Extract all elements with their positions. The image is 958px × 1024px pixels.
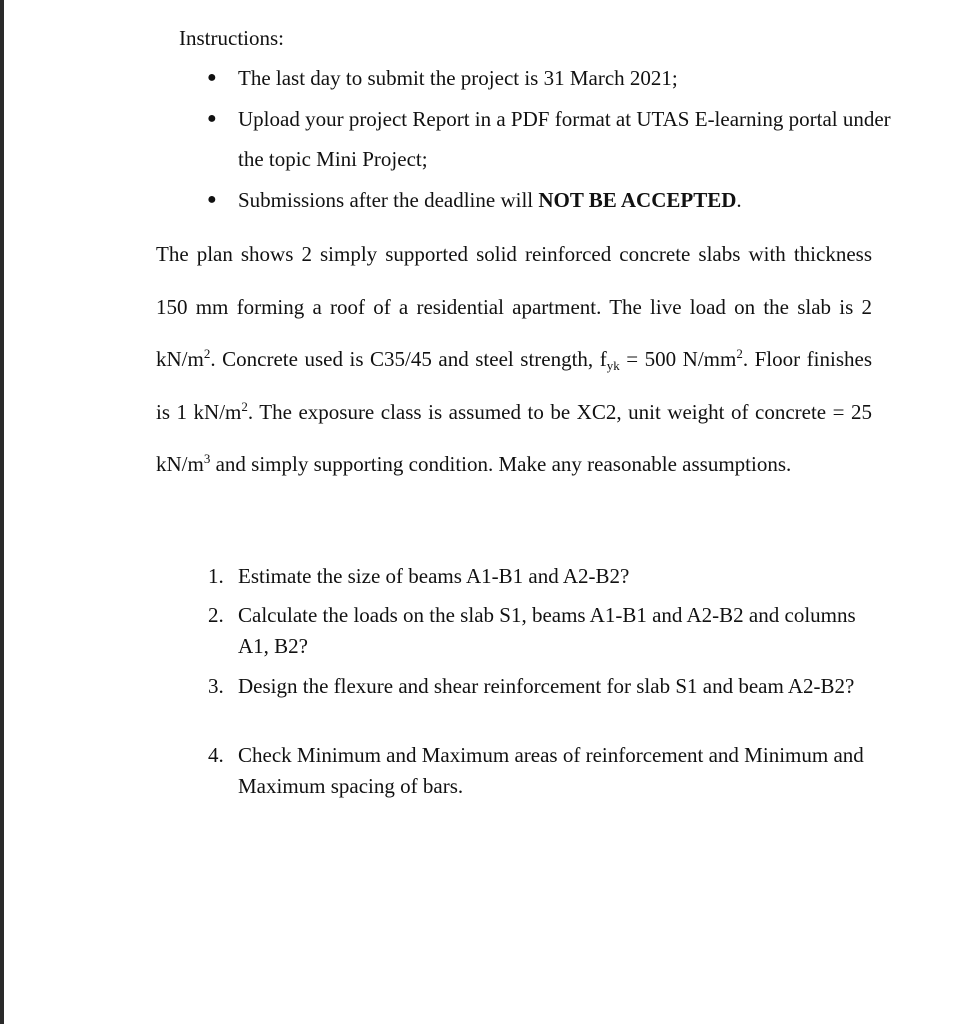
bullet-icon: ● (207, 110, 217, 127)
question-number: 3. (208, 674, 224, 698)
question-number: 4. (208, 743, 224, 767)
question-number: 1. (208, 564, 224, 588)
page-left-border (0, 0, 4, 1024)
bullet-text (238, 180, 898, 220)
question-text: Calculate the loads on the slab S1, beams A1-B1 and A2-B2 and columns A1, B2? (238, 603, 856, 658)
superscript: 2 (241, 398, 248, 414)
superscript: 2 (736, 346, 743, 362)
subscript: yk (606, 358, 620, 374)
question-number: 2. (208, 603, 224, 627)
bullet-text-before: Submissions after the deadline will (238, 188, 539, 212)
superscript: 2 (203, 346, 211, 362)
question-text: Design the flexure and shear reinforcement for slab S1 and beam A2-B2? (238, 674, 855, 698)
problem-paragraph (156, 228, 872, 491)
problem-text-1: The plan shows 2 simply supported solid reinforced concrete slabs with thickness 150 mm forming a roof of a residential apartment. The live load on the slab is 2 kN/m (156, 242, 872, 372)
superscript: 3 (203, 451, 211, 467)
question-text: Check Minimum and Maximum areas of reinforcement and Minimum and Maximum spacing of bars. (238, 743, 864, 798)
bullet-text: Upload your project Report in a PDF format at UTAS E-learning portal under the topic Mini Project; (238, 107, 891, 171)
bullet-text: The last day to submit the project is 31 March 2021; (238, 66, 678, 90)
problem-text-3: = 500 N/mm (619, 347, 737, 372)
problem-text-2: . Concrete used is C35/45 and steel strength, f (210, 347, 607, 372)
bullet-icon: ● (207, 191, 217, 208)
problem-text-4: . Floor finishes is 1 kN/m (156, 347, 872, 424)
bullet-text-bold: NOT BE ACCEPTED (538, 188, 737, 212)
question-text: Estimate the size of beams A1-B1 and A2-B2? (238, 564, 630, 588)
problem-text-6: and simply supporting condition. Make any reasonable assumptions. (210, 452, 792, 477)
problem-text-5: . The exposure class is assumed to be XC2, unit weight of concrete = 25 kN/m (156, 399, 873, 477)
bullet-text-after: . (736, 188, 742, 212)
instructions-heading: Instructions: (179, 26, 284, 50)
bullet-icon: ● (207, 69, 217, 86)
